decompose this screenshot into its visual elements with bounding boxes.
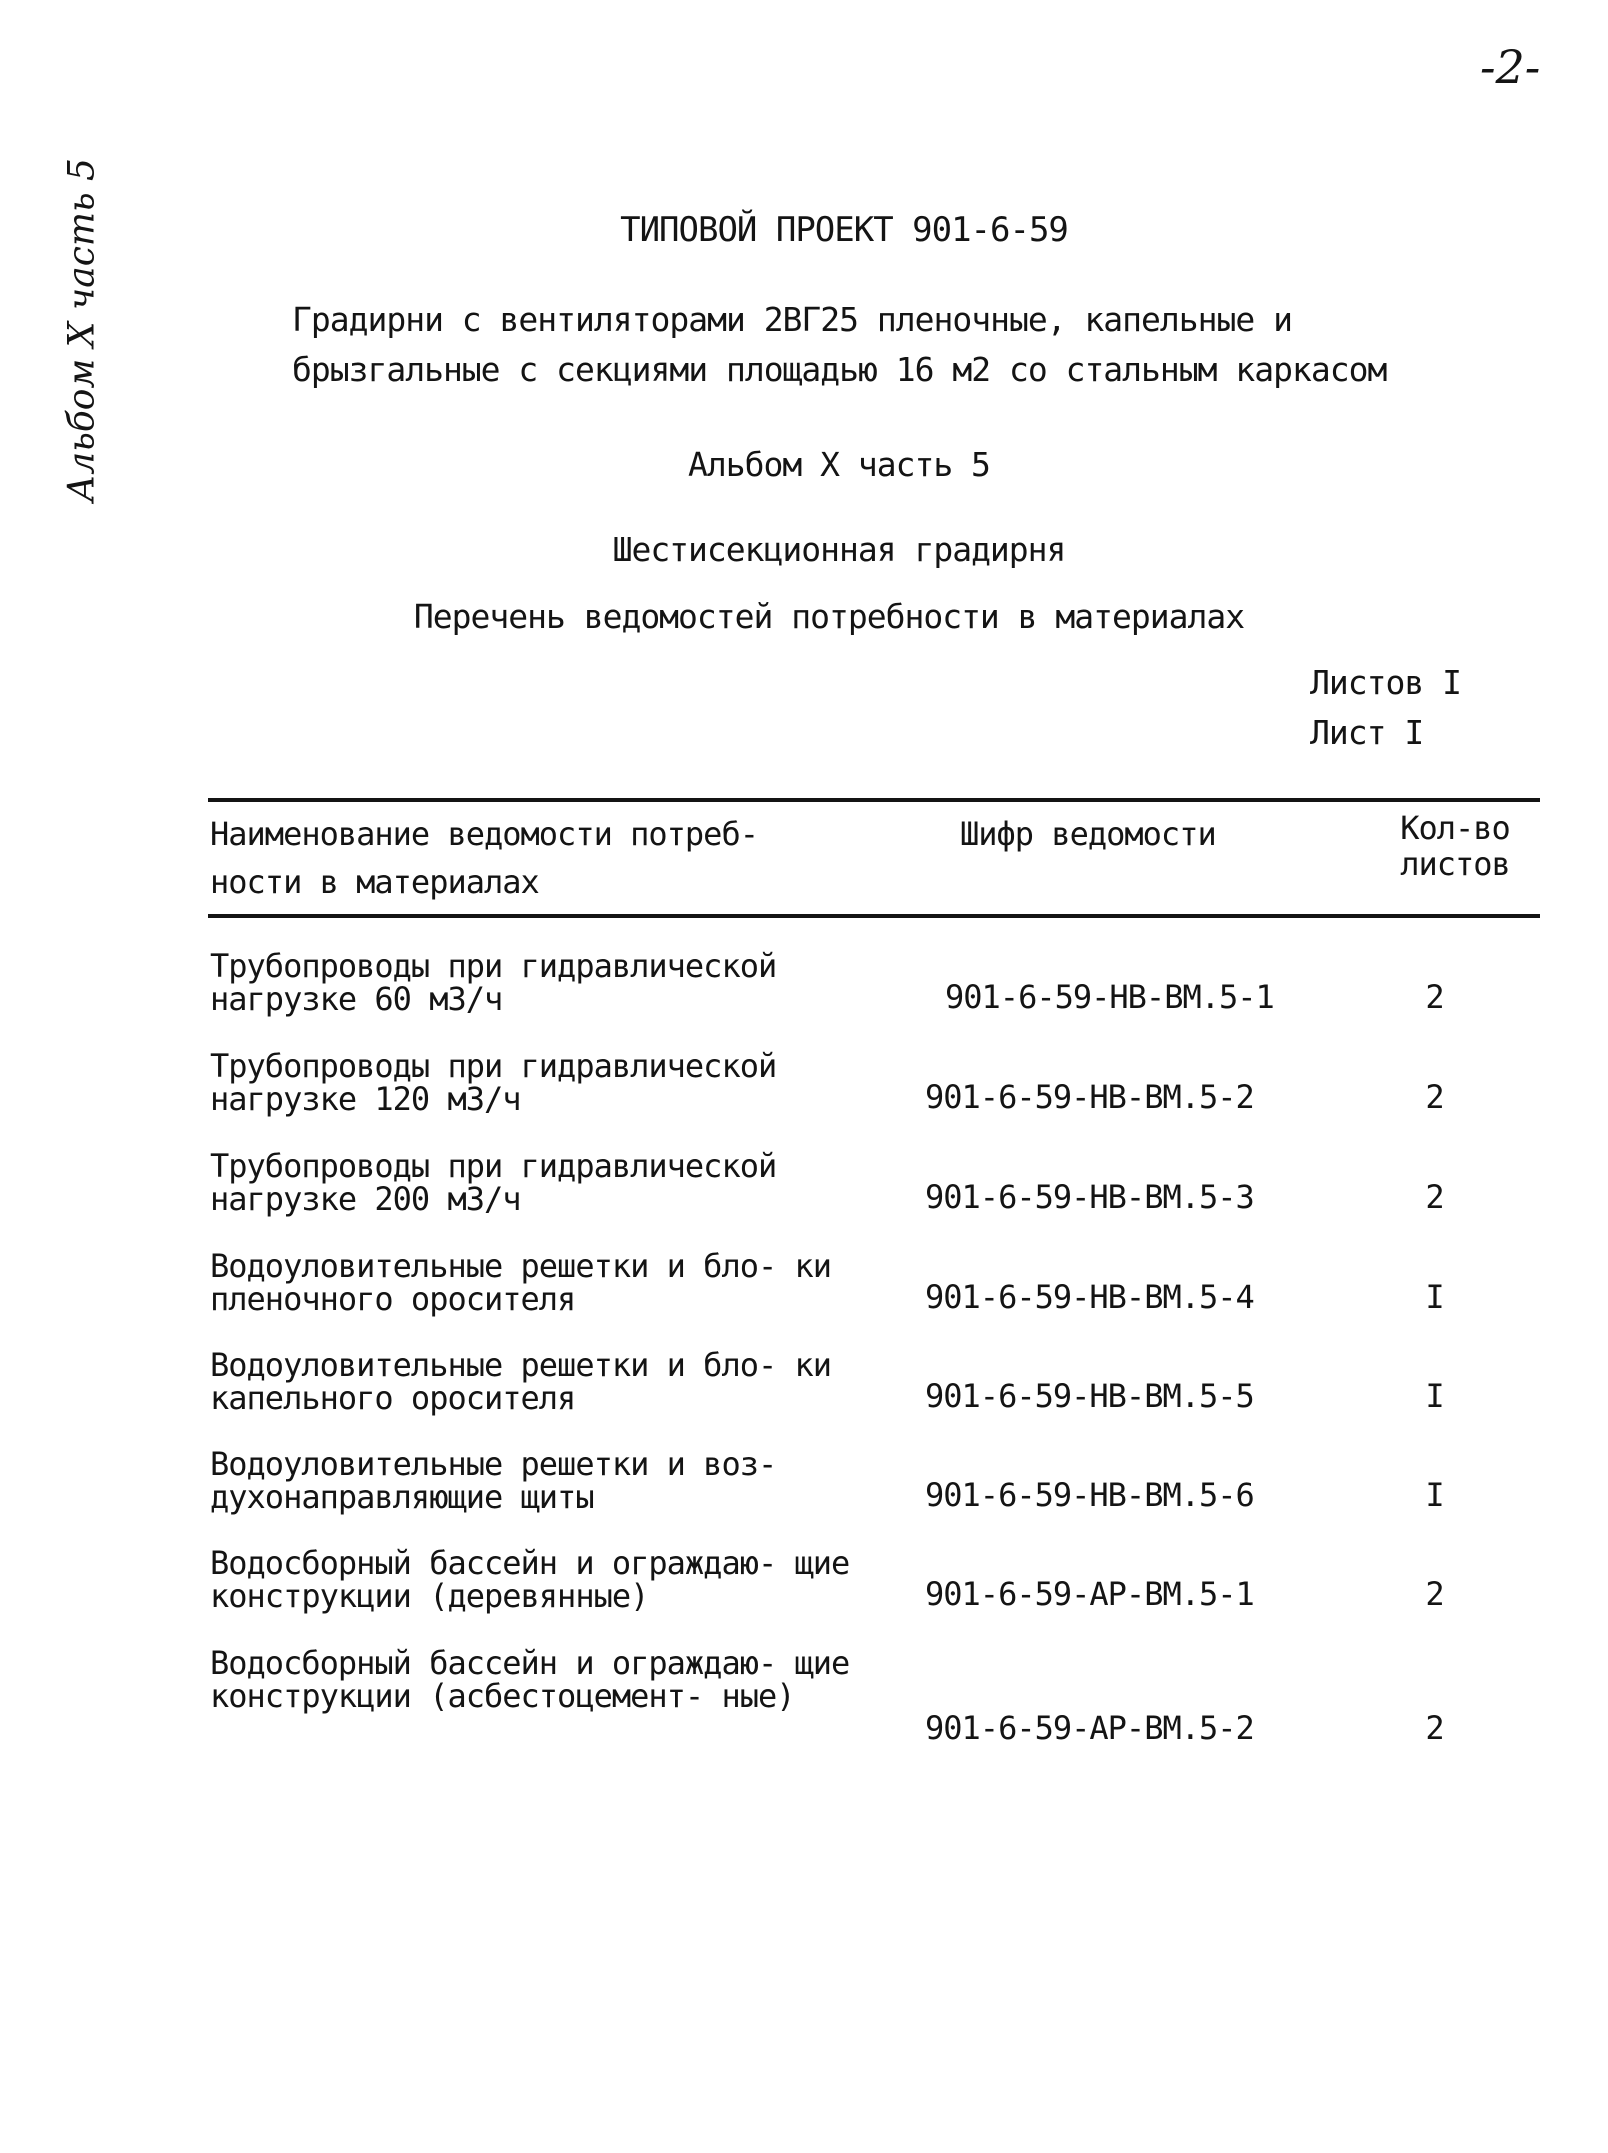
row-code: 901-6-59-НВ-ВМ.5-3 [925,1178,1254,1216]
row-count: 2 [1425,1575,1445,1613]
subtitle-line: Градирни с вентиляторами 2ВГ25 пленочные, капельные и [292,300,1292,339]
page-number: -2- [1480,40,1541,94]
row-code: 901-6-59-НВ-ВМ.5-1 [945,978,1274,1016]
row-code: 901-6-59-НВ-ВМ.5-5 [925,1377,1254,1415]
header-count: Кол-во листов [1400,809,1510,883]
row-code: 901-6-59-НВ-ВМ.5-2 [925,1078,1254,1116]
row-count: I [1425,1377,1445,1415]
row-name: Трубопроводы при гидравлической нагрузке 200 м3/ч [210,1147,777,1218]
document-subtitle [292,295,1542,395]
subtitle-line: брызгальные с секциями площадью 16 м2 со стальным каркасом [292,350,1387,389]
sheet-current: Лист I [1310,713,1424,752]
row-code: 901-6-59-АР-ВМ.5-1 [925,1575,1254,1613]
table-header-rule [208,914,1540,918]
row-name: Водоуловительные решетки и воз- духонаправляющие щиты [210,1445,777,1516]
row-count: 2 [1425,978,1445,1016]
side-note: Альбом Х часть 5 [61,158,103,502]
header-code: Шифр ведомости [960,815,1216,853]
section-title: Шестисекционная градирня [612,530,1066,569]
row-name: Водоуловительные решетки и бло- ки пленочного оросителя [210,1247,832,1318]
row-count: I [1425,1278,1445,1316]
list-title: Перечень ведомостей потребности в материалах [413,597,1245,636]
row-name: Трубопроводы при гидравлической нагрузке 60 м3/ч [210,947,777,1018]
table-top-rule [208,798,1540,802]
row-code: 901-6-59-АР-ВМ.5-2 [925,1709,1254,1747]
album-label: Альбом Х часть 5 [688,445,990,484]
header-name: Наименование ведомости потреб- ности в материалах [210,815,758,901]
row-name: Водосборный бассейн и ограждаю- щие конструкции (асбестоцемент- ные) [210,1644,850,1715]
row-count: 2 [1425,1178,1445,1216]
row-count: I [1425,1476,1445,1514]
row-count: 2 [1425,1078,1445,1116]
document-title: ТИПОВОЙ ПРОЕКТ 901-6-59 [620,210,1068,250]
row-name: Трубопроводы при гидравлической нагрузке 120 м3/ч [210,1047,777,1118]
row-count: 2 [1425,1709,1445,1747]
row-name: Водоуловительные решетки и бло- ки капельного оросителя [210,1346,832,1417]
row-name: Водосборный бассейн и ограждаю- щие конструкции (деревянные) [210,1544,850,1615]
sheets-total: Листов I [1310,663,1461,702]
row-code: 901-6-59-НВ-ВМ.5-4 [925,1278,1254,1316]
row-code: 901-6-59-НВ-ВМ.5-6 [925,1476,1254,1514]
